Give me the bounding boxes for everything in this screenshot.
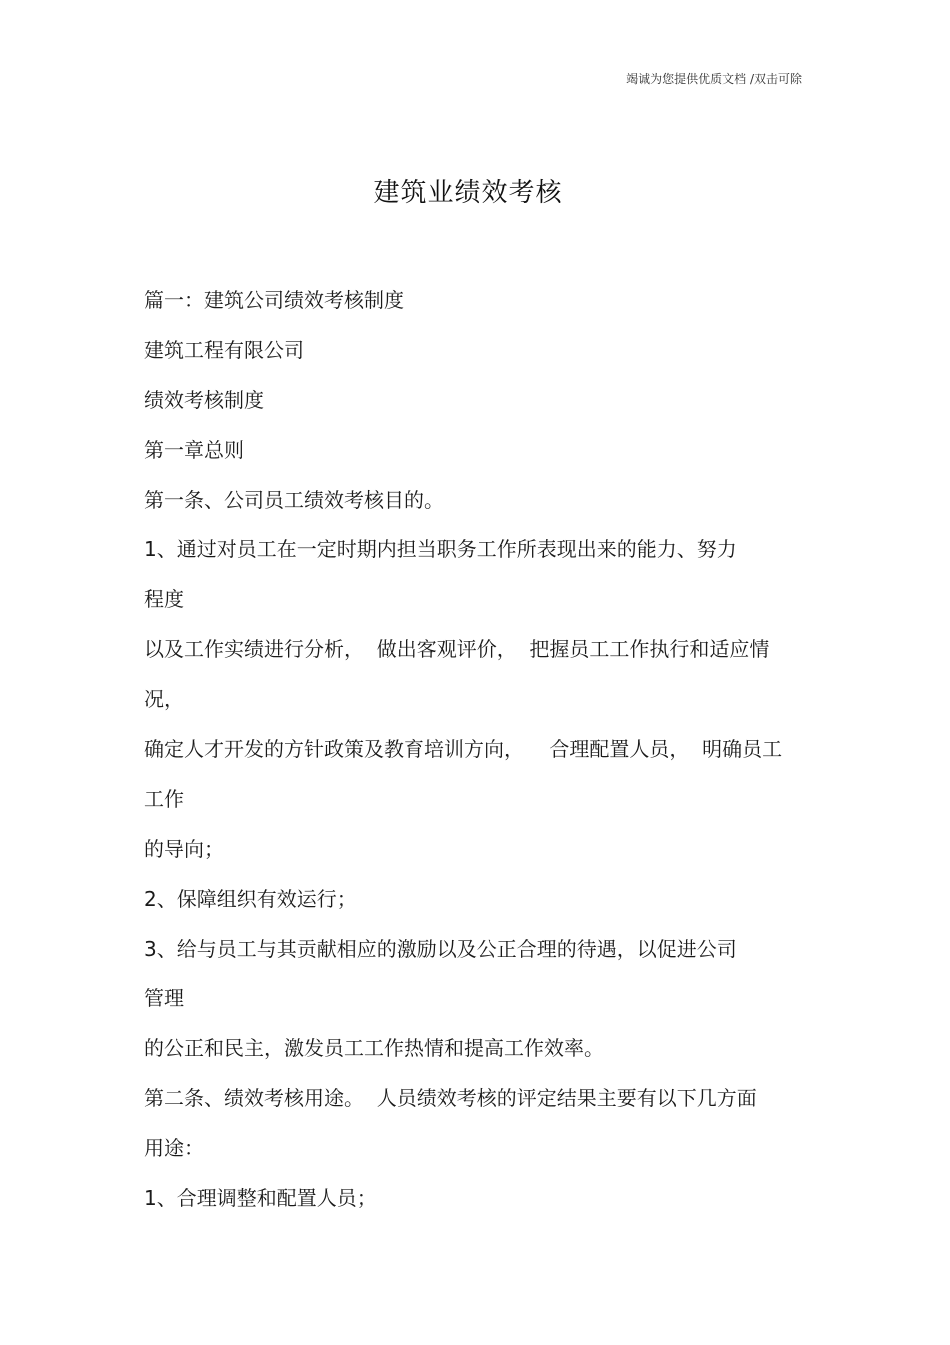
body-line: 1、合理调整和配置人员； [144, 1186, 377, 1211]
body-line: 用途： [144, 1136, 204, 1161]
body-line: 2、保障组织有效运行； [144, 886, 357, 911]
body-line: 程度 [144, 587, 184, 612]
body-line: 工作 [144, 786, 184, 811]
body-line: 绩效考核制度 [144, 387, 264, 412]
body-line: 1、通过对员工在一定时期内担当职务工作所表现出来的能力、努力 [144, 537, 737, 562]
body-line: 管理 [144, 986, 184, 1011]
body-line: 的导向； [144, 836, 224, 861]
body-line: 况， [144, 687, 184, 712]
body-line: 3、给与员工与其贡献相应的激励以及公正合理的待遇，以促进公司 [144, 936, 737, 961]
body-line: 以及工作实绩进行分析， 做出客观评价， 把握员工工作执行和适应情 [144, 637, 770, 662]
header-note: 竭诚为您提供优质文档 /双击可除 [626, 72, 802, 86]
document-title: 建筑业绩效考核 [373, 178, 563, 208]
body-line: 的公正和民主，激发员工工作热情和提高工作效率。 [144, 1036, 604, 1061]
body-line: 确定人才开发的方针政策及教育培训方向， 合理配置人员， 明确员工 [144, 737, 783, 762]
document-body [144, 276, 814, 1224]
body-line: 建筑工程有限公司 [144, 337, 304, 362]
body-line: 第一条、公司员工绩效考核目的。 [144, 487, 444, 512]
body-line: 第二条、绩效考核用途。 人员绩效考核的评定结果主要有以下几方面 [144, 1086, 757, 1111]
body-line: 篇一：建筑公司绩效考核制度 [144, 288, 404, 312]
body-line: 第一章总则 [144, 437, 244, 462]
